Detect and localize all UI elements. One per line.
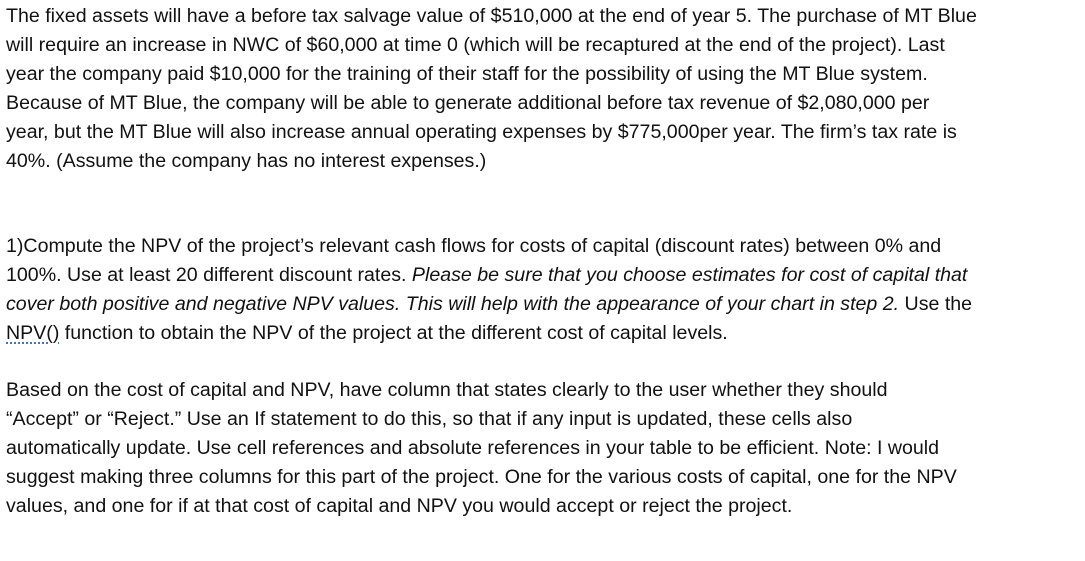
text-line: automatically update. Use cell references and absolute references in your table to be efficient. Note: I would — [6, 437, 940, 459]
italic-text-segment: Please be sure that you choose estimates for cost of capital that — [411, 264, 968, 286]
text-line: Based on the cost of capital and NPV, have column that states clearly to the user whether they should — [6, 379, 888, 401]
italic-text-segment: cover both positive and negative NPV values. This will help with the appearance of your chart in step 2. — [6, 293, 900, 315]
npv-function-reference[interactable]: NPV() — [6, 322, 60, 344]
text-segment: 100%. Use at least 20 different discount rates. — [6, 264, 412, 286]
paragraph-npv-instructions — [6, 232, 1081, 348]
text-line: 1)Compute the NPV of the project’s relevant cash flows for costs of capital (discount rates) between 0% and — [6, 235, 942, 257]
text-line: 40%. (Assume the company has no interest expenses.) — [6, 150, 487, 172]
text-segment: Use the — [899, 293, 973, 315]
text-line: Because of MT Blue, the company will be able to generate additional before tax revenue of $2,080,000 per — [6, 92, 930, 114]
text-line: “Accept” or “Reject.” Use an If statement to do this, so that if any input is updated, these cells also — [6, 408, 853, 430]
text-line: suggest making three columns for this part of the project. One for the various costs of capital, one for the NPV — [6, 466, 957, 488]
text-line: year, but the MT Blue will also increase annual operating expenses by $775,000per year. The firm’s tax rate is — [6, 121, 957, 143]
paragraph-accept-reject-instructions — [6, 376, 1081, 521]
text-line-mixed — [6, 261, 1081, 290]
text-segment: function to obtain the NPV of the project at the different cost of capital levels. — [59, 322, 728, 344]
text-line: will require an increase in NWC of $60,000 at time 0 (which will be recaptured at the end of the project). Last — [6, 34, 945, 56]
text-line-mixed — [6, 290, 1081, 319]
paragraph-assumptions — [6, 2, 1081, 176]
text-line: The fixed assets will have a before tax salvage value of $510,000 at the end of year 5. The purchase of MT Blue — [6, 5, 977, 27]
text-line: values, and one for if at that cost of capital and NPV you would accept or reject the project. — [6, 495, 793, 517]
text-line: year the company paid $10,000 for the training of their staff for the possibility of using the MT Blue system. — [6, 63, 928, 85]
text-line-mixed — [6, 319, 1081, 348]
